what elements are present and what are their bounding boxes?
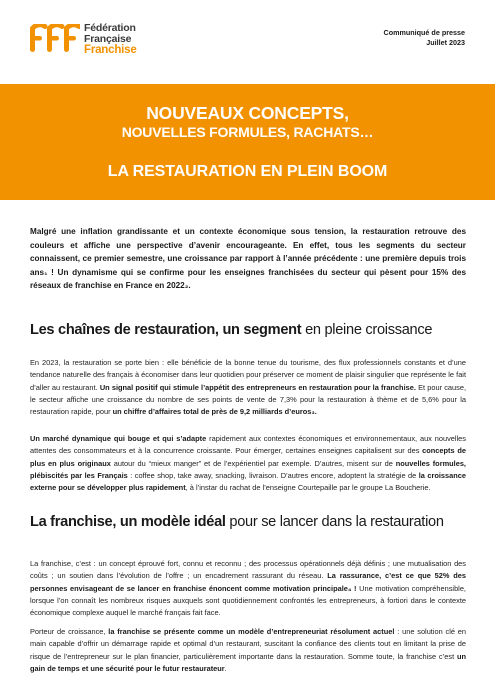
logo-wordmark — [84, 23, 137, 56]
banner-title-line-1: NOUVEAUX CONCEPTS, — [146, 103, 349, 123]
logo-line-federation: Fédération — [84, 22, 136, 34]
banner-title-line-3: LA RESTAURATION EN PLEIN BOOM — [107, 163, 388, 180]
text-run: : une solution clé en main capable d’offrir un démarrage rapide et optimal d’un restaurant, suscitant la confiance des clients tout en limitant la prise de risque de l’entrepreneur sur le plan financier, particulièrement importante dans la restauration. Somme toute, la franchise c’est — [30, 627, 467, 661]
text-run: Et pour cause, le secteur affiche une croissance du nombre de ses points de vente de 7,3% pour la restauration à thème et de 5,6% pour la restauration rapide, pour — [30, 382, 466, 417]
intro-paragraph: Malgré une inflation grandissante et un contexte économique sous tension, la restauration retrouve des couleurs et affiche une perspective d’avenir encourageante. En effet, tous les segments du secteur connaissent, ce premier semestre, une croissance par rapport à l’année précédente : une première depuis trois ans₁ ! Un dynamisme qui se confirme pour les enseignes franchisées du secteur qui pèsent pour 15% des réseaux de franchise en France en 2022₂. — [30, 227, 466, 290]
text-run: En 2023, la restauration se porte bien : elle bénéficie de la bonne tenue du tourisme, des flux professionnels constants et d’une tendance naturelle des français à économiser dans leur quotidien pour préserver ce moment de plaisir singulier que représente le fait d’aller au restaurant. — [30, 358, 466, 392]
section1-paragraph-2 — [30, 433, 466, 494]
bold-run: Un marché dynamique qui bouge et qui s’adapte — [30, 434, 207, 443]
heading-bold-part: Les chaînes de restauration, un segment — [30, 322, 302, 338]
text-run: : coffee shop, take away, snacking, livraison. D’autres encore, adoptent la stratégie de — [127, 470, 419, 480]
section1-paragraph-1 — [30, 357, 466, 418]
text-run: . — [224, 663, 227, 673]
text-run: Une motivation compréhensible, lorsque l’on connaît les nombreux risques auxquels sont quotidiennement confrontés les entrepreneurs, à fortiori dans le contexte économique complexe auquel le marché français fait face. — [30, 583, 466, 618]
federation-logo — [30, 24, 137, 56]
title-banner — [0, 84, 495, 200]
text-run: , à l’instar du rachat de l’enseigne Courtepaille par le groupe La Boucherie. — [185, 483, 431, 493]
text-run: autour du “mieux manger” et de l’expérientiel par exemple. D’autres, misent sur de — [110, 458, 396, 468]
banner-title-line-2: NOUVELLES FORMULES, RACHATS… — [121, 124, 374, 140]
press-release-type: Communiqué de presse — [383, 28, 465, 37]
bold-run: nouvelles formules, plébiscités par les Français — [30, 458, 466, 480]
section-heading-franchise-model — [30, 514, 444, 530]
bold-run: Un signal positif qui stimule l’appétit des entrepreneurs en restauration pour la franchise. — [99, 382, 416, 392]
section-heading-restaurant-chains — [30, 322, 432, 338]
bold-run: concepts de plus en plus originaux — [30, 446, 466, 468]
bold-run: un chiffre d’affaires total de près de 9,2 milliards d’euros₃. — [112, 407, 317, 417]
logo-line-franchise: Franchise — [84, 44, 137, 56]
letter-f-3 — [64, 25, 79, 52]
heading-normal-part: pour se lancer dans la restauration — [225, 514, 444, 530]
letter-f-1 — [30, 25, 45, 52]
bold-run: La rassurance, c’est ce que 52% des personnes envisageant de se lancer en franchise énoncent comme motivation principale₄ ! — [30, 571, 466, 593]
section2-paragraph-1 — [30, 558, 466, 619]
text-run: rapidement aux contextes économiques et environnementaux, aux nouvelles attentes des consommateurs et à la concurrence croissante. Pour émerger, certaines enseignes capitalisent sur des — [30, 434, 466, 456]
fff-logo-mark — [30, 24, 80, 54]
press-release-label — [384, 28, 465, 48]
bold-run: la croissance externe pour se développer plus rapidement — [30, 470, 466, 493]
section2-paragraph-2 — [30, 626, 466, 675]
text-run: La franchise, c’est : un concept éprouvé fort, connu et reconnu ; des processus opérationnels déjà définis ; une mutualisation des coûts ; un soutien dans l’évolution de l’offre ; un encadrement rassurant du réseau. — [30, 559, 466, 581]
bold-run: la franchise se présente comme un modèle d’entrepreneuriat résolument actuel — [108, 627, 395, 636]
logo-line-francaise: Française — [84, 33, 132, 45]
heading-bold-part: La franchise, un modèle idéal — [30, 514, 226, 530]
heading-normal-part: en pleine croissance — [301, 322, 433, 338]
letter-f-2 — [47, 25, 62, 52]
press-release-date: Juillet 2023 — [426, 38, 465, 47]
text-run: Porteur de croissance, — [30, 627, 109, 636]
bold-run: un gain de temps et une sécurité pour le futur restaurateur — [30, 651, 466, 673]
